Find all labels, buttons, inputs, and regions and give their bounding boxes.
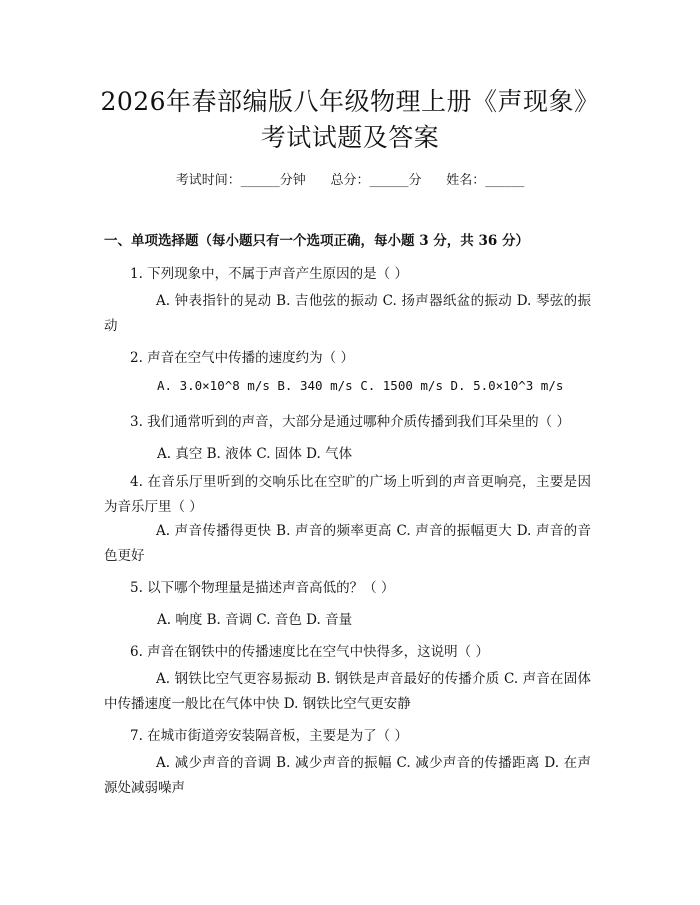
question-stem: 2. 声音在空气中传播的速度约为（ ） (130, 350, 354, 366)
question-options: A. 3.0×10^8 m/s B. 340 m/s C. 1500 m/s D. 5.0×10^3 m/s (157, 378, 564, 393)
question-stem: 1. 下列现象中，不属于声音产生原因的是（ ） (130, 266, 408, 282)
question-stem: 3. 我们通常听到的声音，大部分是通过哪种介质传播到我们耳朵里的（ ） (130, 414, 570, 430)
question-stem: 5. 以下哪个物理量是描述声音高低的？（ ） (130, 580, 395, 596)
exam-info-line: 考试时间：______分钟 总分：______分 姓名：______ (175, 173, 525, 188)
question-options: A. 钢铁比空气更容易振动 B. 钢铁是声音最好的传播介质 C. 声音在固体中传播速度一般比在气体中快 D. 钢铁比空气更安静 (104, 671, 591, 712)
question-options: A. 真空 B. 液体 C. 固体 D. 气体 (157, 446, 353, 462)
question-stem: 6. 声音在钢铁中的传播速度比在空气中快得多，这说明（ ） (130, 644, 489, 660)
question-options: A. 减少声音的音调 B. 减少声音的振幅 C. 减少声音的传播距离 D. 在声源处减弱噪声 (104, 755, 591, 796)
section-heading: 一、单项选择题（每小题只有一个选项正确，每小题 3 分，共 36 分） (104, 233, 529, 249)
question-stem: 4. 在音乐厅里听到的交响乐比在空旷的广场上听到的声音更响亮，主要是因为音乐厅里（ ） (104, 474, 591, 515)
question-options: A. 响度 B. 音调 C. 音色 D. 音量 (157, 612, 353, 628)
question-options: A. 钟表指针的晃动 B. 吉他弦的振动 C. 扬声器纸盆的振动 D. 琴弦的振动 (104, 293, 591, 334)
question-options: A. 声音传播得更快 B. 声音的频率更高 C. 声音的振幅更大 D. 声音的音色更好 (104, 523, 591, 564)
question-stem: 7. 在城市街道旁安装隔音板，主要是为了（ ） (130, 728, 408, 744)
document-title-line1: 2026年春部编版八年级物理上册《声现象》 (100, 87, 600, 116)
document-title-line2: 考试试题及答案 (260, 123, 440, 152)
